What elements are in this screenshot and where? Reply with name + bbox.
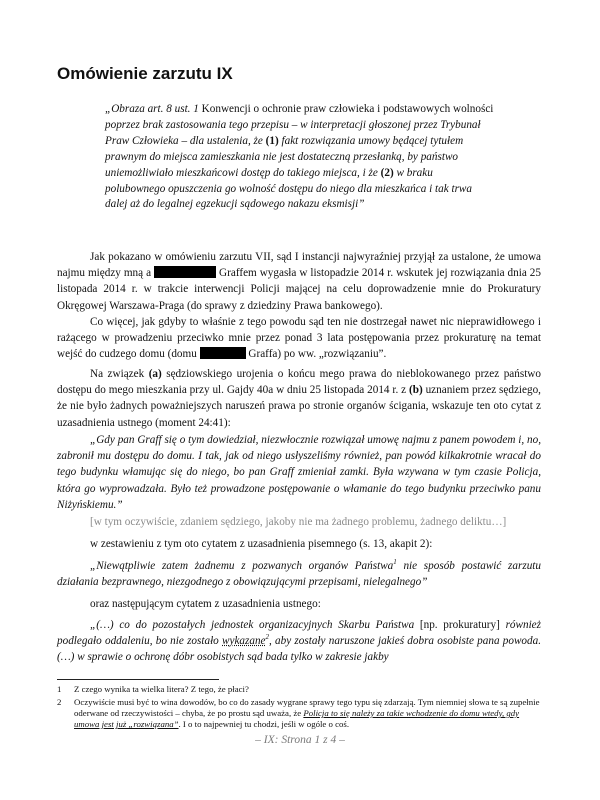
charge-quote [105,102,495,213]
page-heading: Omówienie zarzutu IX [57,64,233,83]
charge-quote-line1: „Obraza art. 8 ust. 1 Konwencji o ochronie praw człowieka i podstawowych wolności [105,103,494,115]
redaction-box [200,347,246,359]
oral-justification-quote-2: „(…) co do pozostałych jednostek organizacyjnych Skarbu Państwa [np. prokuratury] również podlegało oddaleniu, bo nie zostało wykazane$^2$, aby zostały naruszone jakieś dobra osobiste pana powoda. (…) w sprawie o ochronę dóbr osobistych sąd bada tylko w zakresie jakby [57,619,542,664]
footnote-ref-1[interactable]: 1 [393,558,397,566]
paragraph-3: Na związek (a) sędziowskiego urojenia o końcu mego prawa do nieblokowanego przez państwo dostępu do mego mieszkania przy ul. Gajdy 40a w dniu 25 listopada 2014 r. z (b) uznaniem przez sędziego, że nie było żadnych poważniejszych naruszeń prawa po stronie organów ścigania, wskazuje ten oto cytat z uzasadnienia ustnego (moment 24:41): [57,368,541,429]
charge-quote-body: poprzez brak zastosowania tego przepisu – w interpretacji głoszonej przez Trybunał Praw Człowieka – dla ustalenia, że (1) fakt rozwiązania umowy będącej tytułem prawnym do miejsca zamieszkania nie jest dostateczną przesłanką, by państwo uniemożliwiało mieszkańcowi dostęp do takiego miejsca, i że (2) w braku polubownego opuszczenia go wolność dostępu do niego dla mieszkańca i tak trwa dalej aż do legalnej egzekucji sądowego nakazu eksmisji” [105,118,481,211]
written-justification-intro: w zestawieniu z tym oto cytatem z uzasadnienia pisemnego (s. 13, akapit 2): [90,538,433,550]
page-footer: – IX: Strona 1 z 4 – [255,734,345,746]
redaction-box [154,266,216,278]
oral-justification-intro: oraz następującym cytatem z uzasadnienia ustnego: [90,598,321,610]
footnote-1: 1 Z czego wynika ta wielka litera? Z tego, że płaci? [57,684,249,694]
written-justification-quote: „Niewątpliwie zatem żadnemu z pozwanych organów Państwa$^1$ nie sposób postawić zarzutu działania bezprawnego, niezgodnego z obowiązującymi przepisami, nielegalnego” [57,558,542,589]
footnote-ref-2[interactable]: 2 [265,633,270,642]
paragraph-2: Co więcej, jak gdyby to właśnie z tego powodu sąd ten nie dostrzegał nawet nic nieprawidłowego i rażącego w prowadzeniu przeciwko mnie przez ponad 3 lata postępowania przez prokuraturę na temat wejść do cudzego domu (domu Graffa) po ww. „rozwiązaniu”. [57,316,541,361]
footnote-separator [57,679,219,680]
footnote-2: 2 Oczywiście musi być to wina dowodów, bo co do zasady wygrane sprawy tego typu się zdarzają. Tym niemniej słowa te są zupełnie oderwane od rzeczywistości – chyba, że po prostu sąd uważa, że Policja to się należy za takie wchodzenie do domu wtedy, gdy umowa jest już „rozwiązana”. I o to najpewniej tu chodzi, jeśli w ogóle o coś. [57,697,540,729]
editor-comment: [w tym oczywiście, zdaniem sędziego, jakoby nie ma żadnego problemu, żadnego deliktu…] [90,516,507,528]
oral-justification-quote: „Gdy pan Graff się o tym dowiedział, niezwłocznie rozwiązał umowę najmu z panem powodem i, no, zabronił mu dostępu do domu. I tak, jak od niego usłyszeliśmy również, pan powód kilkakrotnie wracał do tego budynku włamując się do niego, bo pan Graff zmieniał zamki. Była wzywana w tym czasie Policja, która go wyprowadzała. Było też prowadzone postępowanie o włamanie do tego budynku przeciwko panu Niżyńskiemu.” [57,434,541,511]
paragraph-1: Jak pokazano w omówieniu zarzutu VII, sąd I instancji najwyraźniej przyjął za ustalone, że umowa najmu między mną a Graffem wygasła w listopadzie 2014 r. wskutek jej rozwiązania dnia 25 listopada 2014 r. w trakcie interwencji Policji mającej na celu doprowadzenie mnie do Prokuratury Okręgowej Warszawa-Praga (do sprawy z dziedziny Prawa bankowego). [57,251,541,312]
